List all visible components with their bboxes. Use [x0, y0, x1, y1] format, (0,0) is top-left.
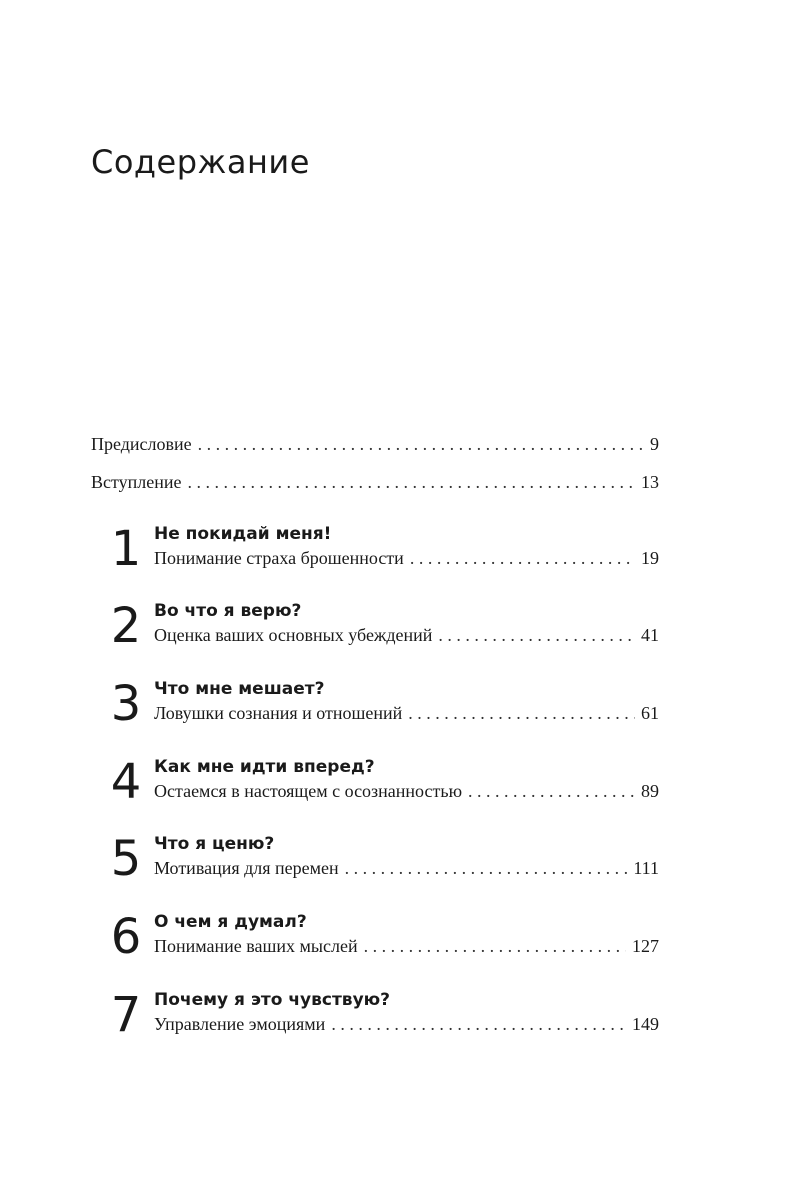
- chapter-number: 4: [110, 754, 142, 810]
- chapter-subtitle-line: [154, 703, 659, 724]
- chapter-subtitle-line: [154, 1014, 659, 1035]
- toc-page-number: 61: [641, 703, 659, 723]
- dot-leader: [408, 703, 635, 724]
- dot-leader: [410, 548, 635, 569]
- chapter-number: 1: [110, 521, 142, 577]
- toc-chapter-2[interactable]: [100, 599, 659, 663]
- toc-entry-preface[interactable]: [91, 434, 659, 455]
- toc-chapter-4[interactable]: [100, 755, 659, 819]
- chapter-subtitle: Ловушки сознания и отношений: [154, 703, 403, 723]
- chapter-subtitle-line: [154, 548, 659, 569]
- toc-page-number: 111: [633, 858, 659, 878]
- toc-chapter-1[interactable]: [100, 522, 659, 586]
- toc-page-number: 127: [632, 936, 659, 956]
- chapter-number: 6: [110, 909, 142, 965]
- chapter-number: 5: [110, 831, 142, 887]
- dot-leader: [198, 434, 644, 455]
- chapter-heading: Что я ценю?: [154, 834, 275, 854]
- toc-page-number: 13: [641, 472, 659, 492]
- toc-entry-introduction[interactable]: [91, 472, 659, 493]
- chapter-heading: О чем я думал?: [154, 912, 307, 932]
- toc-page-number: 41: [641, 625, 659, 645]
- toc-chapter-3[interactable]: [100, 677, 659, 741]
- chapter-number: 2: [110, 598, 142, 654]
- chapter-number: 3: [110, 676, 142, 732]
- toc-page-number: 89: [641, 781, 659, 801]
- toc-entry-label: Предисловие: [91, 434, 192, 454]
- dot-leader: [331, 1014, 626, 1035]
- chapter-heading: Во что я верю?: [154, 601, 302, 621]
- chapter-subtitle-line: [154, 858, 659, 879]
- dot-leader: [345, 858, 628, 879]
- chapter-heading: Как мне идти вперед?: [154, 757, 375, 777]
- toc-entry-label: Вступление: [91, 472, 182, 492]
- dot-leader: [187, 472, 635, 493]
- toc-chapter-7[interactable]: [100, 988, 659, 1052]
- chapter-number: 7: [110, 987, 142, 1043]
- chapter-heading: Что мне мешает?: [154, 679, 325, 699]
- chapter-subtitle: Понимание страха брошенности: [154, 548, 404, 568]
- chapter-subtitle-line: [154, 625, 659, 646]
- toc-chapter-5[interactable]: [100, 832, 659, 896]
- chapter-heading: Почему я это чувствую?: [154, 990, 391, 1010]
- toc-page-number: 149: [632, 1014, 659, 1034]
- toc-page-number: 19: [641, 548, 659, 568]
- dot-leader: [468, 781, 635, 802]
- chapter-subtitle: Понимание ваших мыслей: [154, 936, 358, 956]
- dot-leader: [438, 625, 635, 646]
- chapter-subtitle: Управление эмоциями: [154, 1014, 326, 1034]
- chapter-subtitle: Оценка ваших основных убеждений: [154, 625, 433, 645]
- chapter-subtitle: Мотивация для перемен: [154, 858, 339, 878]
- chapter-subtitle-line: [154, 781, 659, 802]
- toc-chapter-6[interactable]: [100, 910, 659, 974]
- page-title: Содержание: [91, 143, 310, 181]
- chapter-subtitle-line: [154, 936, 659, 957]
- toc-page-number: 9: [650, 434, 659, 454]
- chapter-subtitle: Остаемся в настоящем с осознанностью: [154, 781, 463, 801]
- dot-leader: [364, 936, 626, 957]
- chapter-heading: Не покидай меня!: [154, 524, 332, 544]
